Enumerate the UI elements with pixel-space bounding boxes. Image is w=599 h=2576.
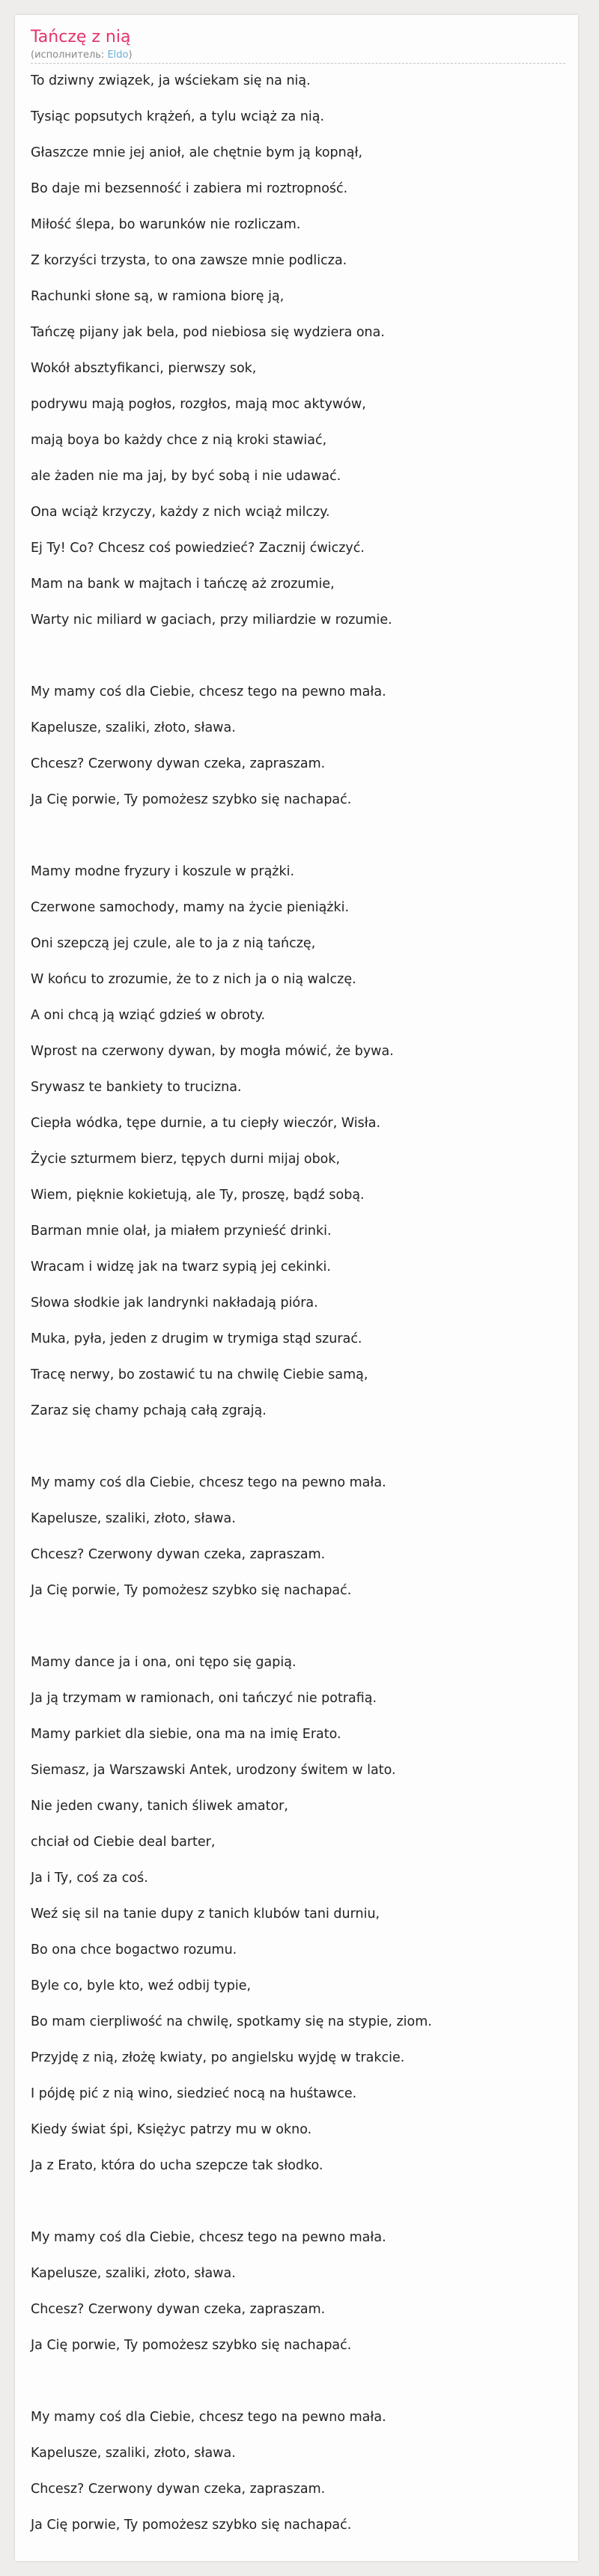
lyric-line: My mamy coś dla Ciebie, chcesz tego na pewno mała. <box>31 2230 386 2245</box>
lyric-line: chciał od Ciebie deal barter, <box>31 1835 216 1850</box>
lyric-line: Bo mam cierpliwość na chwilę, spotkamy się na stypie, ziom. <box>31 2014 432 2029</box>
lyric-line: Ja Cię porwie, Ty pomożesz szybko się nachapać. <box>31 2338 352 2353</box>
artist-link[interactable]: Eldo <box>107 49 129 61</box>
lyric-line: Kiedy świat śpi, Księżyc patrzy mu w okno. <box>31 2122 312 2137</box>
lyric-line: Głaszcze mnie jej anioł, ale chętnie bym ją kopnął, <box>31 145 363 160</box>
lyric-line: Bo daje mi bezsenność i zabiera mi roztropność. <box>31 181 348 196</box>
lyric-line: Byle co, byle kto, weź odbij typie, <box>31 1978 252 1993</box>
lyric-line: Ja Cię porwie, Ty pomożesz szybko się nachapać. <box>31 792 352 807</box>
lyric-line: Rachunki słone są, w ramiona biorę ją, <box>31 289 285 304</box>
lyric-line: Wracam i widzę jak na twarz sypią jej cekinki. <box>31 1260 331 1275</box>
lyric-line: Kapelusze, szaliki, złoto, sława. <box>31 720 236 735</box>
lyric-line: podrywu mają pogłos, rozgłos, mają moc aktywów, <box>31 397 366 412</box>
lyric-line: mają boya bo każdy chce z nią kroki stawiać, <box>31 433 327 448</box>
lyric-line: Przyjdę z nią, złożę kwiaty, po angielsku wyjdę w trakcie. <box>31 2050 405 2065</box>
lyrics-card <box>15 15 578 2561</box>
lyric-line: To dziwny związek, ja wściekam się na nią. <box>31 73 311 88</box>
lyric-line: Miłość ślepa, bo warunków nie rozliczam. <box>31 217 301 232</box>
lyric-line: Bo ona chce bogactwo rozumu. <box>31 1942 237 1957</box>
lyric-line: I pójdę pić z nią wino, siedzieć nocą na huśtawce. <box>31 2086 357 2101</box>
lyric-line: A oni chcą ją wziąć gdzieś w obroty. <box>31 1008 266 1023</box>
lyric-line: My mamy coś dla Ciebie, chcesz tego na pewno mała. <box>31 684 386 699</box>
lyric-line: ale żaden nie ma jaj, by być sobą i nie udawać. <box>31 469 341 484</box>
lyric-line: W końcu to zrozumie, że to z nich ja o nią walczę. <box>31 972 356 987</box>
lyric-line: Mamy dance ja i ona, oni tępo się gapią. <box>31 1655 297 1670</box>
lyric-line: Tracę nerwy, bo zostawić tu na chwilę Ciebie samą, <box>31 1367 368 1382</box>
lyric-line: Kapelusze, szaliki, złoto, sława. <box>31 1511 236 1526</box>
lyrics-body <box>31 75 565 2555</box>
lyric-line: My mamy coś dla Ciebie, chcesz tego na pewno mała. <box>31 1475 386 1490</box>
lyric-line: Kapelusze, szaliki, złoto, sława. <box>31 2446 236 2461</box>
lyric-line: Wiem, pięknie kokietują, ale Ty, proszę, bądź sobą. <box>31 1188 365 1203</box>
lyric-line: Chcesz? Czerwony dywan czeka, zapraszam. <box>31 756 326 771</box>
lyric-line: Tysiąc popsutych krążeń, a tylu wciąż za nią. <box>31 109 325 124</box>
lyric-line: Tańczę pijany jak bela, pod niebiosa się wydziera ona. <box>31 325 385 340</box>
lyric-line: Słowa słodkie jak landrynki nakładają pióra. <box>31 1295 318 1310</box>
lyric-line: Oni szepczą jej czule, ale to ja z nią tańczę, <box>31 936 316 951</box>
lyric-line: Ej Ty! Co? Chcesz coś powiedzieć? Zacznij ćwiczyć. <box>31 541 365 556</box>
lyric-line: Mamy modne fryzury i koszule w prążki. <box>31 864 295 879</box>
lyric-line: Ja ją trzymam w ramionach, oni tańczyć nie potrafią. <box>31 1691 377 1706</box>
lyric-line: Mamy parkiet dla siebie, ona ma na imię Erato. <box>31 1727 341 1742</box>
lyric-line: Ja i Ty, coś za coś. <box>31 1871 148 1886</box>
lyric-line: Wokół absztyfikanci, pierwszy sok, <box>31 361 257 376</box>
lyric-line: Ona wciąż krzyczy, każdy z nich wciąż milczy. <box>31 505 330 520</box>
lyric-line: Kapelusze, szaliki, złoto, sława. <box>31 2266 236 2281</box>
lyric-line: My mamy coś dla Ciebie, chcesz tego na pewno mała. <box>31 2410 386 2425</box>
lyric-line: Chcesz? Czerwony dywan czeka, zapraszam. <box>31 2302 326 2317</box>
lyric-line: Ciepła wódka, tępe durnie, a tu ciepły wieczór, Wisła. <box>31 1116 381 1131</box>
lyric-line: Zaraz się chamy pchają całą zgrają. <box>31 1403 267 1418</box>
lyric-line: Warty nic miliard w gaciach, przy miliardzie w rozumie. <box>31 613 392 628</box>
lyric-line: Nie jeden cwany, tanich śliwek amator, <box>31 1799 288 1814</box>
lyric-line: Ja Cię porwie, Ty pomożesz szybko się nachapać. <box>31 1583 352 1598</box>
lyric-line: Chcesz? Czerwony dywan czeka, zapraszam. <box>31 1547 326 1562</box>
lyric-line: Chcesz? Czerwony dywan czeka, zapraszam. <box>31 2482 326 2497</box>
performer-prefix: (исполнитель: <box>31 49 108 61</box>
lyric-line: Z korzyści trzysta, to ona zawsze mnie podlicza. <box>31 253 347 268</box>
song-title: Tańczę z nią <box>31 28 131 46</box>
performer-info <box>31 49 133 61</box>
lyric-line: Weź się sil na tanie dupy z tanich klubów tani durniu, <box>31 1907 380 1922</box>
lyric-line: Ja z Erato, która do ucha szepcze tak słodko. <box>31 2158 323 2173</box>
lyric-line: Życie szturmem bierz, tępych durni mijaj obok, <box>31 1152 341 1167</box>
lyric-line: Siemasz, ja Warszawski Antek, urodzony świtem w lato. <box>31 1763 396 1778</box>
lyric-line: Srywasz te bankiety to trucizna. <box>31 1080 242 1095</box>
lyric-line: Barman mnie olał, ja miałem przynieść drinki. <box>31 1224 332 1239</box>
lyric-line: Ja Cię porwie, Ty pomożesz szybko się nachapać. <box>31 2518 352 2533</box>
lyric-line: Wprost na czerwony dywan, by mogła mówić, że bywa. <box>31 1044 394 1059</box>
lyric-line: Mam na bank w majtach i tańczę aż zrozumie, <box>31 577 335 592</box>
performer-suffix: ) <box>128 49 133 61</box>
lyric-line: Czerwone samochody, mamy na życie pieniążki. <box>31 900 350 915</box>
lyric-line: Muka, pyła, jeden z drugim w trymiga stąd szurać. <box>31 1331 362 1346</box>
